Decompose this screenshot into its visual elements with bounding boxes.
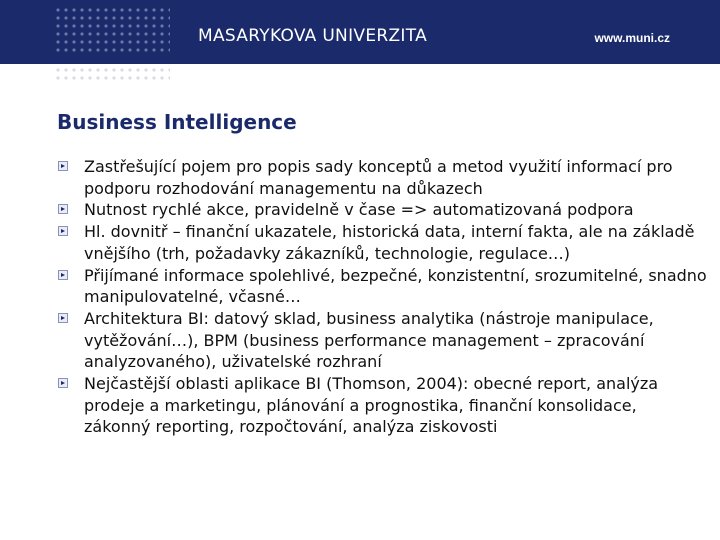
bullet-text: Přijímané informace spolehlivé, bezpečné, konzistentní, srozumitelné, snadno manipulovatelné, včasné… [84, 265, 707, 307]
slide-title: Business Intelligence [57, 110, 297, 134]
logo-dot-grid [54, 6, 170, 56]
bullet-item [58, 265, 708, 308]
bullet-item [58, 308, 708, 373]
bullet-item [58, 373, 708, 438]
arrow-box-icon [58, 161, 68, 171]
arrow-box-icon [58, 226, 68, 236]
arrow-box-icon [58, 313, 68, 323]
header-banner [0, 0, 720, 64]
bullet-text: Architektura BI: datový sklad, business analytika (nástroje manipulace, vytěžování…), BPM (business performance management – zpracování analyzovaného), uživatelské rozhraní [84, 308, 654, 372]
website-link[interactable]: www.muni.cz [594, 31, 670, 45]
bullet-list [58, 156, 708, 438]
bullet-text: Hl. dovnitř – finanční ukazatele, historická data, interní fakta, ale na základě vnějšího (trh, požadavky zákazníků, technologie, regulace…) [84, 222, 695, 263]
bullet-item [58, 156, 708, 199]
decorative-dot-row [54, 66, 170, 80]
bullet-item [58, 199, 708, 221]
bullet-item [58, 221, 708, 264]
bullet-text: Zastřešující pojem pro popis sady konceptů a metod využití informací pro podporu rozhodování managementu na důkazech [84, 157, 673, 198]
arrow-box-icon [58, 270, 68, 280]
university-name: MASARYKOVA UNIVERZITA [198, 26, 428, 46]
arrow-box-icon [58, 378, 68, 388]
arrow-box-icon [58, 204, 68, 214]
bullet-text: Nejčastější oblasti aplikace BI (Thomson, 2004): obecné report, analýza prodeje a marketingu, plánování a prognostika, finanční konsolidace, zákonný reporting, rozpočtování, analýza ziskovosti [84, 374, 659, 437]
bullet-text: Nutnost rychlé akce, pravidelně v čase => automatizovaná podpora [84, 200, 634, 220]
